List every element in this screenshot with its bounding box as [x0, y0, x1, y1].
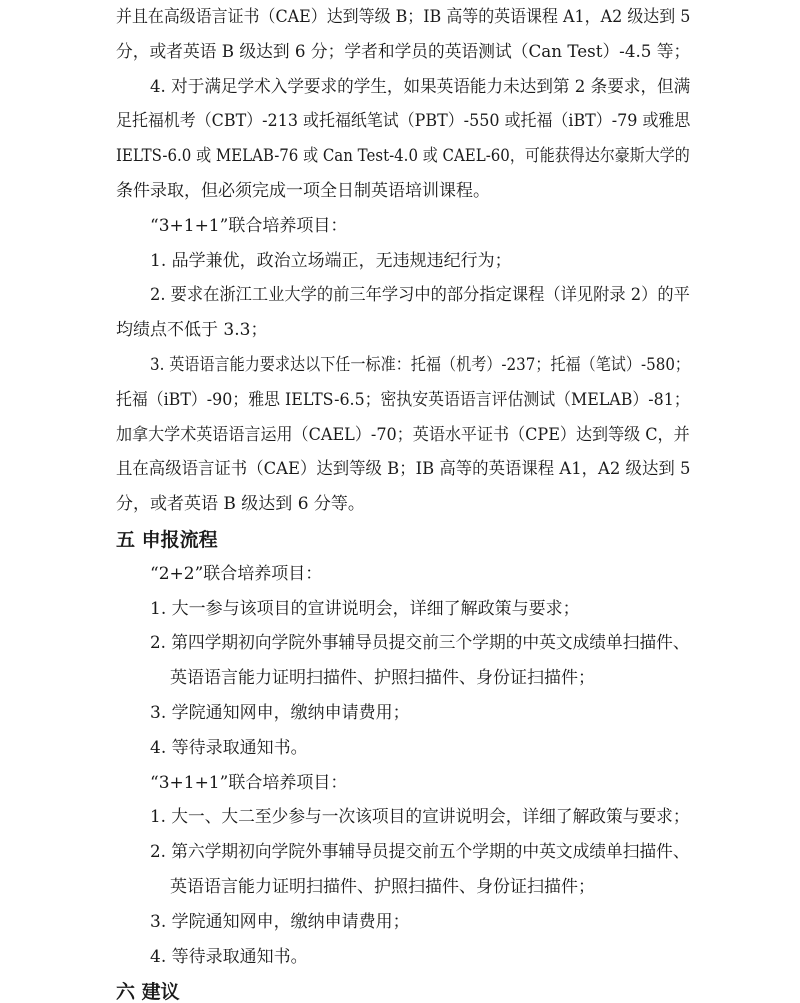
list-item: 1. 大一参与该项目的宣讲说明会，详细了解政策与要求；: [150, 598, 580, 619]
list-item: 3. 英语语言能力要求达以下任一标准：托福（机考）-237；托福（笔试）-580；: [150, 355, 691, 375]
list-item-continuation: 条件录取，但必须完成一项全日制英语培训课程。: [116, 181, 490, 201]
list-item: 4. 对于满足学术入学要求的学生，如果英语能力未达到第 2 条要求，但满: [150, 76, 691, 97]
program-title: “3+1+1”联合培养项目：: [150, 215, 348, 236]
list-item-continuation: 分，或者英语 B 级达到 6 分等。: [116, 494, 365, 515]
list-item-continuation: 足托福机考（CBT）-213 或托福纸笔试（PBT）-550 或托福（iBT）-79 或雅思: [116, 111, 691, 132]
continued-line: 分，或者英语 B 级达到 6 分；学者和学员的英语测试（Can Test）-4.5 等；: [116, 41, 691, 62]
section-heading: 六 建议: [116, 981, 180, 1003]
list-item: 2. 第四学期初向学院外事辅导员提交前三个学期的中英文成绩单扫描件、: [150, 633, 690, 654]
list-item-continuation: 且在高级语言证书（CAE）达到等级 B；IB 高等的英语课程 A1，A2 级达到 5: [116, 459, 691, 480]
list-item: 1. 品学兼优，政治立场端正，无违规违纪行为；: [150, 250, 512, 271]
list-item: 3. 学院通知网申，缴纳申请费用；: [150, 911, 410, 932]
list-item: 4. 等待录取通知书。: [150, 737, 308, 758]
list-item-continuation: 英语语言能力证明扫描件、护照扫描件、身份证扫描件；: [170, 668, 595, 689]
section-heading: 五 申报流程: [116, 529, 218, 551]
list-item-continuation: 均绩点不低于 3.3；: [116, 320, 268, 341]
list-item-continuation: 托福（iBT）-90；雅思 IELTS-6.5；密执安英语语言评估测试（MELAB）-81；: [116, 389, 690, 410]
list-item: 4. 等待录取通知书。: [150, 946, 308, 967]
list-item: 2. 要求在浙江工业大学的前三年学习中的部分指定课程（详见附录 2）的平: [150, 285, 690, 306]
list-item: 3. 学院通知网申，缴纳申请费用；: [150, 703, 410, 723]
list-item-continuation: 加拿大学术英语语言运用（CAEL）-70；英语水平证书（CPE）达到等级 C，并: [116, 424, 690, 445]
list-item: 2. 第六学期初向学院外事辅导员提交前五个学期的中英文成绩单扫描件、: [150, 842, 690, 863]
continued-line: 并且在高级语言证书（CAE）达到等级 B；IB 高等的英语课程 A1，A2 级达到 5: [116, 7, 691, 27]
list-item-continuation: 英语语言能力证明扫描件、护照扫描件、身份证扫描件；: [170, 877, 595, 897]
program-title: “3+1+1”联合培养项目：: [150, 772, 348, 793]
list-item-continuation: IELTS-6.0 或 MELAB-76 或 Can Test-4.0 或 CAEL-60，可能获得达尔豪斯大学的: [116, 146, 690, 167]
list-item: 1. 大一、大二至少参与一次该项目的宣讲说明会，详细了解政策与要求；: [150, 807, 690, 828]
program-title: “2+2”联合培养项目：: [150, 563, 323, 584]
